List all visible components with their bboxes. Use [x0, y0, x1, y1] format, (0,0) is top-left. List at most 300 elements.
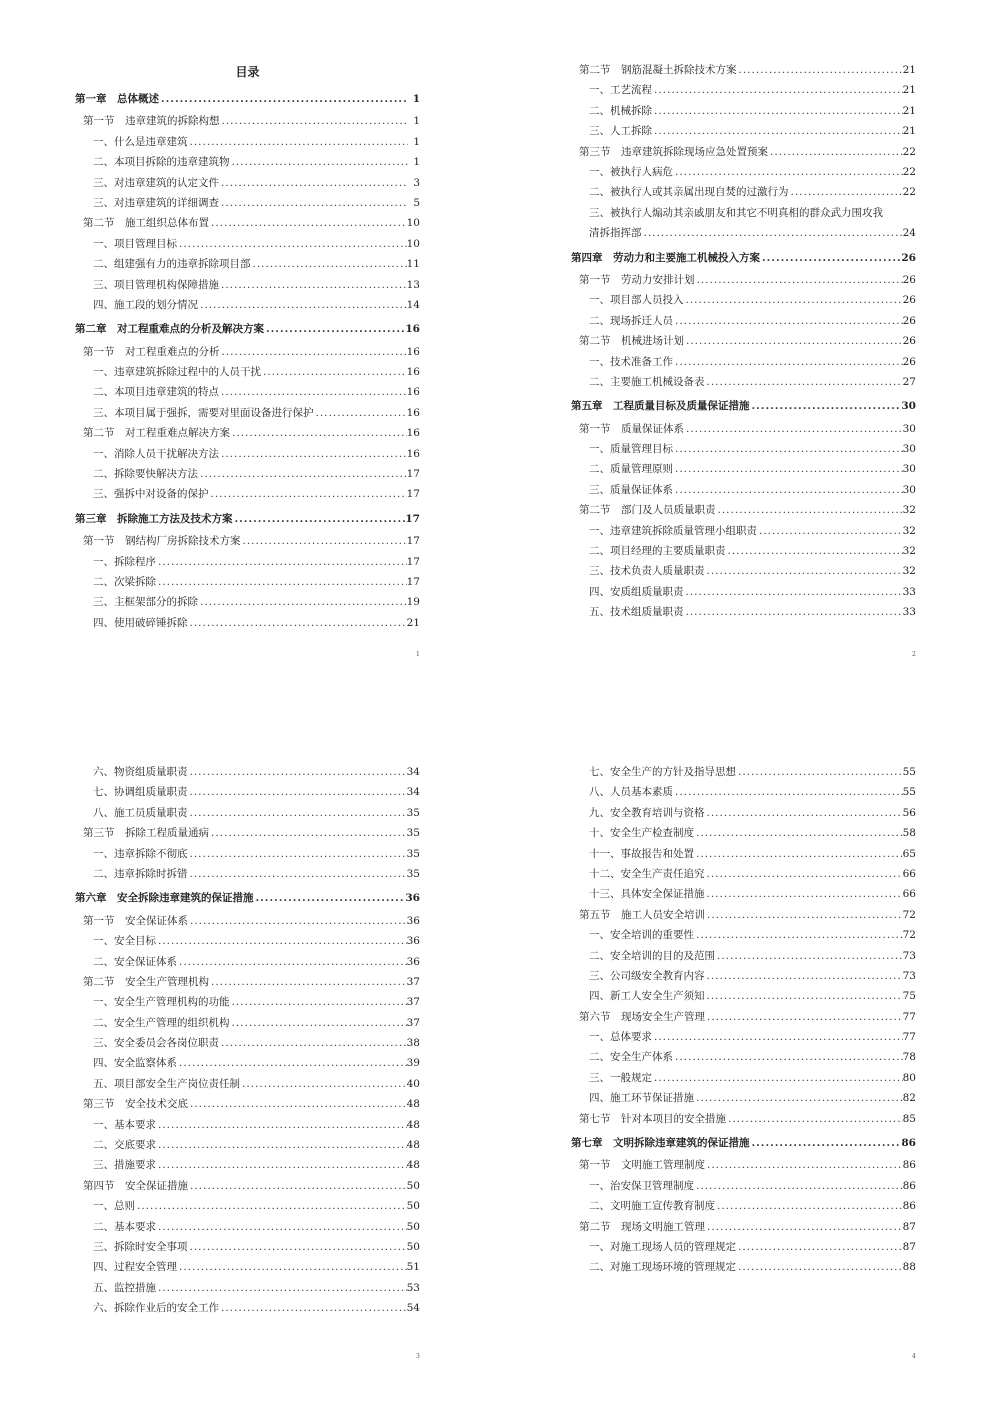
toc-subsection-entry[interactable] [571, 80, 916, 100]
toc-chapter-entry[interactable] [75, 888, 420, 908]
toc-dot-leader [177, 1257, 407, 1277]
toc-page-number: 35 [406, 827, 420, 840]
toc-page-number: 78 [902, 1051, 916, 1064]
toc-subsection-entry[interactable] [75, 1053, 420, 1073]
toc-entry-title: 一、对施工现场人员的管理规定 [589, 1240, 736, 1253]
toc-chapter-entry[interactable] [75, 509, 420, 529]
toc-entry-title: 一、质量管理目标 [589, 443, 673, 456]
toc-section-entry[interactable] [75, 1094, 420, 1114]
toc-subsection-entry[interactable] [75, 803, 420, 823]
toc-subsection-entry[interactable] [571, 884, 916, 904]
toc-subsection-entry[interactable] [571, 459, 916, 479]
toc-section-entry[interactable] [571, 419, 916, 439]
toc-dot-leader [750, 1133, 902, 1153]
toc-section-entry[interactable] [75, 1176, 420, 1196]
toc-subsection-entry[interactable] [571, 1047, 916, 1067]
toc-page-number: 30 [902, 443, 916, 456]
toc-dot-leader [652, 1027, 903, 1047]
toc-entry-title: 五、技术组质量职责 [589, 606, 684, 619]
toc-entry-title: 一、总体要求 [589, 1031, 652, 1044]
toc-chapter-entry[interactable] [75, 89, 420, 109]
toc-entry-title: 一、治安保卫管理制度 [589, 1179, 694, 1192]
toc-subsection-entry[interactable] [571, 602, 916, 622]
toc-dot-leader [188, 844, 407, 864]
toc-entry-title: 八、人员基本素质 [589, 786, 673, 799]
toc-subsection-entry[interactable] [571, 986, 916, 1006]
toc-entry-title: 四、过程安全管理 [93, 1261, 177, 1274]
toc-dot-leader [188, 782, 407, 802]
toc-dot-leader [156, 1278, 407, 1298]
toc-subsection-entry[interactable] [571, 480, 916, 500]
toc-dot-leader [156, 572, 407, 592]
toc-page-number: 36 [406, 955, 420, 968]
toc-subsection-entry[interactable] [75, 1115, 420, 1135]
toc-page-number: 85 [902, 1112, 916, 1125]
toc-entry-title: 第五章 工程质量目标及质量保证措施 [571, 400, 750, 413]
toc-page-4 [571, 762, 916, 1278]
toc-page-number: 22 [902, 165, 916, 178]
toc-subsection-entry[interactable] [571, 1176, 916, 1196]
toc-entry-title: 三、拆除时安全事项 [93, 1240, 188, 1253]
toc-entry-title: 七、安全生产的方针及指导思想 [589, 766, 736, 778]
toc-page-number: 27 [902, 375, 916, 388]
toc-subsection-entry[interactable] [75, 1278, 420, 1298]
toc-entry-title: 二、安全生产体系 [589, 1051, 673, 1064]
toc-page-number: 1 [413, 135, 420, 148]
toc-page-number: 51 [406, 1261, 420, 1274]
toc-entry-title: 二、文明施工宣传教育制度 [589, 1200, 715, 1213]
toc-section-entry[interactable] [571, 500, 916, 520]
toc-page-number: 65 [902, 847, 916, 860]
toc-subsection-entry[interactable] [75, 382, 420, 402]
toc-dot-leader [673, 782, 903, 802]
toc-dot-leader [684, 331, 903, 351]
toc-subsection-entry[interactable] [75, 1196, 420, 1216]
toc-page-number: 1 [413, 156, 420, 169]
toc-page-number: 33 [902, 606, 916, 619]
toc-page-number: 48 [406, 1098, 420, 1111]
toc-subsection-entry[interactable] [571, 439, 916, 459]
toc-entry-title: 二、拆除要快解决方法 [93, 468, 198, 481]
toc-subsection-entry[interactable] [75, 992, 420, 1012]
toc-entry-title: 二、安全培训的目的及范围 [589, 949, 715, 962]
toc-subsection-entry[interactable] [571, 521, 916, 541]
toc-page-number: 48 [406, 1159, 420, 1172]
toc-entry-title: 六、物资组质量职责 [93, 766, 188, 778]
page-number-4: 4 [912, 1353, 916, 1360]
toc-subsection-entry[interactable] [571, 290, 916, 310]
toc-entry-title: 二、交底要求 [93, 1139, 156, 1152]
toc-page-number: 22 [902, 145, 916, 158]
toc-page-number: 16 [406, 345, 420, 358]
toc-entry-title: 二、被执行人或其亲属出现自焚的过激行为 [589, 186, 789, 199]
toc-section-entry[interactable] [571, 1155, 916, 1175]
toc-subsection-entry[interactable] [75, 234, 420, 254]
toc-page-number: 73 [902, 949, 916, 962]
toc-subsection-entry[interactable] [571, 1196, 916, 1216]
toc-subsection-entry[interactable] [75, 844, 420, 864]
toc-subsection-entry[interactable] [571, 1088, 916, 1108]
toc-dot-leader [156, 1155, 407, 1175]
toc-dot-leader [737, 60, 903, 80]
toc-dot-leader [177, 234, 407, 254]
toc-subsection-entry[interactable] [571, 1257, 916, 1277]
toc-page-number: 16 [406, 406, 420, 419]
toc-section-entry[interactable] [571, 331, 916, 351]
toc-page-number: 1 [412, 93, 420, 105]
toc-dot-leader [673, 459, 903, 479]
toc-dot-leader [219, 444, 407, 464]
toc-subsection-entry[interactable] [571, 925, 916, 945]
toc-dot-leader [684, 419, 903, 439]
toc-entry-title: 一、安全培训的重要性 [589, 929, 694, 942]
toc-subsection-entry[interactable] [571, 946, 916, 966]
toc-dot-leader [135, 1196, 407, 1216]
toc-page-number: 30 [901, 400, 916, 413]
toc-entry-title: 三、本项目属于强拆，需要对里面设备进行保护 [93, 406, 314, 419]
toc-dot-leader [760, 248, 901, 268]
toc-subsection-entry[interactable] [571, 782, 916, 802]
toc-subsection-entry[interactable] [75, 484, 420, 504]
toc-section-entry[interactable] [75, 531, 420, 551]
page-number-1: 1 [416, 651, 420, 658]
toc-subsection-entry[interactable] [75, 1135, 420, 1155]
toc-entry-title: 四、安全监察体系 [93, 1057, 177, 1070]
toc-entry-title: 二、次梁拆除 [93, 575, 156, 588]
toc-section-entry[interactable] [571, 1109, 916, 1129]
toc-page-number: 77 [902, 1010, 916, 1023]
toc-dot-leader [684, 290, 903, 310]
toc-dot-leader [177, 952, 407, 972]
toc-dot-leader [233, 509, 406, 529]
toc-page-number: 17 [406, 575, 420, 588]
toc-section-entry[interactable] [571, 905, 916, 925]
toc-section-entry[interactable] [571, 1007, 916, 1027]
toc-subsection-entry[interactable] [75, 152, 420, 172]
toc-page-number: 10 [406, 217, 420, 230]
toc-dot-leader [314, 403, 407, 423]
toc-section-entry[interactable] [571, 1217, 916, 1237]
toc-dot-leader [705, 884, 903, 904]
toc-dot-leader [220, 342, 407, 362]
toc-page-number: 66 [902, 888, 916, 901]
toc-subsection-entry[interactable] [571, 541, 916, 561]
toc-entry-title: 二、本项目拆除的违章建筑物 [93, 156, 230, 169]
toc-entry-title: 第四章 劳动力和主要施工机械投入方案 [571, 251, 760, 264]
toc-page-number: 16 [406, 366, 420, 379]
toc-subsection-entry[interactable] [75, 464, 420, 484]
toc-page-number: 30 [902, 463, 916, 476]
toc-section-entry[interactable] [571, 60, 916, 80]
toc-dot-leader [694, 1088, 903, 1108]
toc-page-number: 37 [406, 1016, 420, 1029]
toc-entry-title: 二、现场拆迁人员 [589, 314, 673, 327]
toc-dot-leader [684, 602, 903, 622]
toc-subsection-entry[interactable] [571, 823, 916, 843]
toc-subsection-entry[interactable] [75, 762, 420, 782]
toc-entry-title: 第一章 总体概述 [75, 93, 159, 105]
toc-section-entry[interactable] [75, 423, 420, 443]
toc-entry-title: 第六章 安全拆除违章建筑的保证措施 [75, 892, 254, 905]
toc-subsection-entry[interactable] [75, 552, 420, 572]
toc-dot-leader [652, 1068, 903, 1088]
toc-page-number: 35 [406, 847, 420, 860]
toc-page-number: 39 [406, 1057, 420, 1070]
toc-subsection-entry[interactable] [75, 1033, 420, 1053]
toc-page-number: 36 [406, 914, 420, 927]
toc-dot-leader [156, 1135, 407, 1155]
toc-subsection-entry[interactable] [75, 1298, 420, 1318]
toc-subsection-entry[interactable] [571, 121, 916, 141]
toc-dot-leader [736, 1237, 903, 1257]
toc-chapter-entry[interactable] [75, 319, 420, 339]
toc-subsection-entry[interactable] [75, 275, 420, 295]
toc-subsection-entry[interactable] [571, 561, 916, 581]
toc-dot-leader [261, 362, 407, 382]
toc-subsection-entry[interactable] [75, 592, 420, 612]
toc-subsection-entry[interactable] [75, 193, 420, 213]
toc-dot-leader [705, 1007, 903, 1027]
toc-entry-title: 五、项目部安全生产岗位责任制 [93, 1077, 240, 1090]
toc-dot-leader [188, 803, 407, 823]
toc-dot-leader [198, 295, 407, 315]
toc-entry-title: 四、新工人安全生产须知 [589, 990, 705, 1003]
toc-page-number: 36 [405, 892, 420, 905]
toc-section-entry[interactable] [75, 342, 420, 362]
toc-subsection-entry[interactable] [75, 444, 420, 464]
toc-subsection-entry[interactable] [571, 162, 916, 182]
toc-entry-title: 一、技术准备工作 [589, 355, 673, 368]
toc-subsection-entry[interactable] [75, 931, 420, 951]
toc-page-number: 75 [902, 990, 916, 1003]
toc-entry-title: 二、主要施工机械设备表 [589, 375, 705, 388]
toc-subsection-entry[interactable] [75, 782, 420, 802]
toc-page-1 [75, 60, 420, 633]
toc-section-entry[interactable] [571, 270, 916, 290]
toc-dot-leader [694, 823, 903, 843]
toc-entry-title: 三、技术负责人质量职责 [589, 565, 705, 578]
toc-section-entry[interactable] [571, 142, 916, 162]
toc-subsection-entry[interactable] [571, 372, 916, 392]
toc-dot-leader [156, 552, 407, 572]
toc-entry-title: 第一节 劳动力安排计划 [579, 273, 695, 286]
toc-dot-leader [652, 121, 903, 141]
toc-entry-title: 第三章 拆除施工方法及技术方案 [75, 512, 233, 525]
toc-subsection-entry[interactable] [75, 864, 420, 884]
toc-dot-leader [673, 439, 903, 459]
toc-entry-title: 二、本项目违章建筑的特点 [93, 386, 219, 399]
toc-entry-title: 三、质量保证体系 [589, 483, 673, 496]
toc-entry-title: 二、违章拆除时拆错 [93, 867, 188, 880]
toc-page-number: 50 [406, 1179, 420, 1192]
toc-subsection-entry[interactable] [571, 864, 916, 884]
toc-dot-leader [673, 352, 903, 372]
toc-entry-title: 一、总则 [93, 1200, 135, 1213]
toc-entry-title: 三、强拆中对设备的保护 [93, 488, 209, 501]
toc-entry-title: 第二节 部门及人员质量职责 [579, 504, 716, 517]
toc-page-number: 82 [902, 1092, 916, 1105]
toc-page-3 [75, 762, 420, 1319]
toc-subsection-entry[interactable] [75, 1257, 420, 1277]
toc-page-number: 80 [902, 1071, 916, 1084]
toc-entry-title: 第三节 拆除工程质量通病 [83, 827, 209, 840]
toc-entry-title: 三、被执行人煽动其亲戚朋友和其它不明真相的群众武力围攻我 [589, 206, 883, 219]
toc-subsection-entry[interactable] [75, 952, 420, 972]
toc-entry-title: 十二、安全生产责任追究 [589, 867, 705, 880]
toc-section-entry[interactable] [75, 111, 420, 131]
toc-dot-leader [789, 182, 903, 202]
toc-dot-leader [219, 382, 407, 402]
toc-dot-leader [188, 762, 407, 782]
toc-section-entry[interactable] [75, 911, 420, 931]
toc-page-number: 50 [406, 1220, 420, 1233]
toc-subsection-entry[interactable] [571, 1068, 916, 1088]
toc-chapter-entry[interactable] [571, 1133, 916, 1153]
toc-dot-leader [694, 925, 903, 945]
toc-page-number: 48 [406, 1118, 420, 1131]
toc-subsection-entry[interactable] [571, 352, 916, 372]
toc-chapter-entry[interactable] [571, 396, 916, 416]
toc-dot-leader [240, 1074, 407, 1094]
toc-dot-leader [241, 531, 407, 551]
toc-entry-title: 八、施工员质量职责 [93, 806, 188, 819]
toc-page-number: 19 [406, 596, 420, 609]
toc-subsection-entry[interactable] [571, 844, 916, 864]
toc-entry-title: 一、项目管理目标 [93, 237, 177, 250]
toc-page-number: 34 [406, 766, 420, 778]
toc-subsection-entry[interactable] [571, 1027, 916, 1047]
toc-entry-title: 一、拆除程序 [93, 555, 156, 568]
toc-subsection-entry[interactable] [571, 762, 916, 782]
toc-entry-title: 第二章 对工程重难点的分析及解决方案 [75, 323, 264, 336]
toc-subsection-entry[interactable] [571, 1237, 916, 1257]
toc-page-number: 24 [902, 227, 916, 240]
toc-page-number: 58 [902, 827, 916, 840]
toc-subsection-entry[interactable] [571, 311, 916, 331]
toc-subsection-entry[interactable] [75, 1237, 420, 1257]
toc-entry-title: 二、机械拆除 [589, 104, 652, 117]
toc-subsection-entry[interactable] [75, 362, 420, 382]
toc-chapter-entry[interactable] [571, 248, 916, 268]
toc-dot-leader [736, 1257, 903, 1277]
toc-dot-leader [264, 319, 405, 339]
toc-page-number: 35 [406, 867, 420, 880]
toc-dot-leader [156, 931, 407, 951]
toc-entry-title: 一、违章建筑拆除质量管理小组职责 [589, 524, 757, 537]
toc-dot-leader [188, 132, 409, 152]
toc-subsection-entry[interactable] [571, 582, 916, 602]
toc-dot-leader [209, 823, 407, 843]
toc-subsection-entry[interactable] [75, 1155, 420, 1175]
toc-subsection-entry[interactable] [75, 1217, 420, 1237]
toc-dot-leader [715, 1196, 903, 1216]
toc-dot-leader [198, 592, 407, 612]
toc-entry-title: 十、安全生产检查制度 [589, 827, 694, 840]
toc-subsection-entry[interactable] [571, 182, 916, 202]
toc-page-number: 17 [406, 468, 420, 481]
toc-entry-title: 第三节 安全技术交底 [83, 1098, 188, 1111]
toc-entry-title: 第一节 安全保证体系 [83, 914, 188, 927]
toc-entry-title: 二、对施工现场环境的管理规定 [589, 1261, 736, 1274]
toc-page-number: 26 [902, 314, 916, 327]
toc-entries [571, 60, 916, 623]
toc-entry-title: 四、施工段的划分情况 [93, 298, 198, 311]
toc-subsection-entry[interactable] [75, 254, 420, 274]
toc-subsection-entry[interactable] [571, 803, 916, 823]
toc-entry-title: 第二节 现场文明施工管理 [579, 1220, 705, 1233]
toc-section-entry[interactable] [75, 823, 420, 843]
toc-dot-leader [219, 1033, 407, 1053]
toc-entry-title: 第七章 文明拆除违章建筑的保证措施 [571, 1137, 750, 1150]
toc-page-number: 88 [902, 1261, 916, 1274]
toc-dot-leader [230, 992, 407, 1012]
toc-page-number: 77 [902, 1031, 916, 1044]
toc-dot-leader [209, 972, 407, 992]
toc-page-number: 17 [406, 488, 420, 501]
toc-page-number: 48 [406, 1139, 420, 1152]
toc-subsection-entry[interactable] [571, 203, 916, 244]
toc-entry-title: 第二节 施工组织总体布置 [83, 217, 209, 230]
toc-entry-title: 第一节 文明施工管理制度 [579, 1159, 705, 1172]
toc-entry-title: 四、使用破碎锤拆除 [93, 616, 188, 629]
toc-subsection-entry[interactable] [75, 1013, 420, 1033]
toc-dot-leader [673, 311, 903, 331]
toc-page-number: 5 [413, 196, 420, 209]
toc-page-number: 55 [902, 766, 916, 778]
toc-dot-leader [705, 1217, 903, 1237]
toc-subsection-entry[interactable] [75, 613, 420, 633]
toc-page-number: 32 [902, 565, 916, 578]
toc-dot-leader [768, 142, 903, 162]
toc-entry-title: 四、施工环节保证措施 [589, 1092, 694, 1105]
toc-entry-title: 一、违章建筑拆除过程中的人员干扰 [93, 366, 261, 379]
toc-subsection-entry[interactable] [75, 572, 420, 592]
toc-page-number: 26 [902, 294, 916, 307]
toc-dot-leader [230, 423, 407, 443]
toc-page-number: 30 [902, 422, 916, 435]
toc-subsection-entry[interactable] [75, 132, 420, 152]
toc-dot-leader [230, 1013, 407, 1033]
toc-entry-title: 一、什么是违章建筑 [93, 135, 188, 148]
toc-subsection-entry[interactable] [75, 295, 420, 315]
toc-section-entry[interactable] [75, 972, 420, 992]
toc-subsection-entry[interactable] [75, 173, 420, 193]
toc-page-number: 56 [902, 806, 916, 819]
page-number-2: 2 [912, 651, 916, 658]
toc-page-number: 10 [406, 237, 420, 250]
toc-page-number: 32 [902, 524, 916, 537]
toc-dot-leader [705, 561, 903, 581]
toc-entry-title: 第一节 钢结构厂房拆除技术方案 [83, 535, 241, 548]
toc-entry-title: 四、安质组质量职责 [589, 585, 684, 598]
toc-subsection-entry[interactable] [75, 403, 420, 423]
toc-subsection-entry[interactable] [571, 966, 916, 986]
toc-page-number: 40 [406, 1077, 420, 1090]
toc-subsection-entry[interactable] [75, 1074, 420, 1094]
toc-section-entry[interactable] [75, 213, 420, 233]
toc-subsection-entry[interactable] [571, 101, 916, 121]
toc-dot-leader [694, 1176, 903, 1196]
toc-entry-title: 一、工艺流程 [589, 84, 652, 97]
toc-entry-title: 一、安全生产管理机构的功能 [93, 996, 230, 1009]
toc-dot-leader [251, 254, 407, 274]
toc-dot-leader [219, 173, 408, 193]
toc-dot-leader [652, 80, 903, 100]
toc-page-number: 16 [406, 447, 420, 460]
toc-dot-leader [652, 101, 903, 121]
toc-dot-leader [209, 213, 407, 233]
toc-entry-title: 一、被执行人病危 [589, 165, 673, 178]
